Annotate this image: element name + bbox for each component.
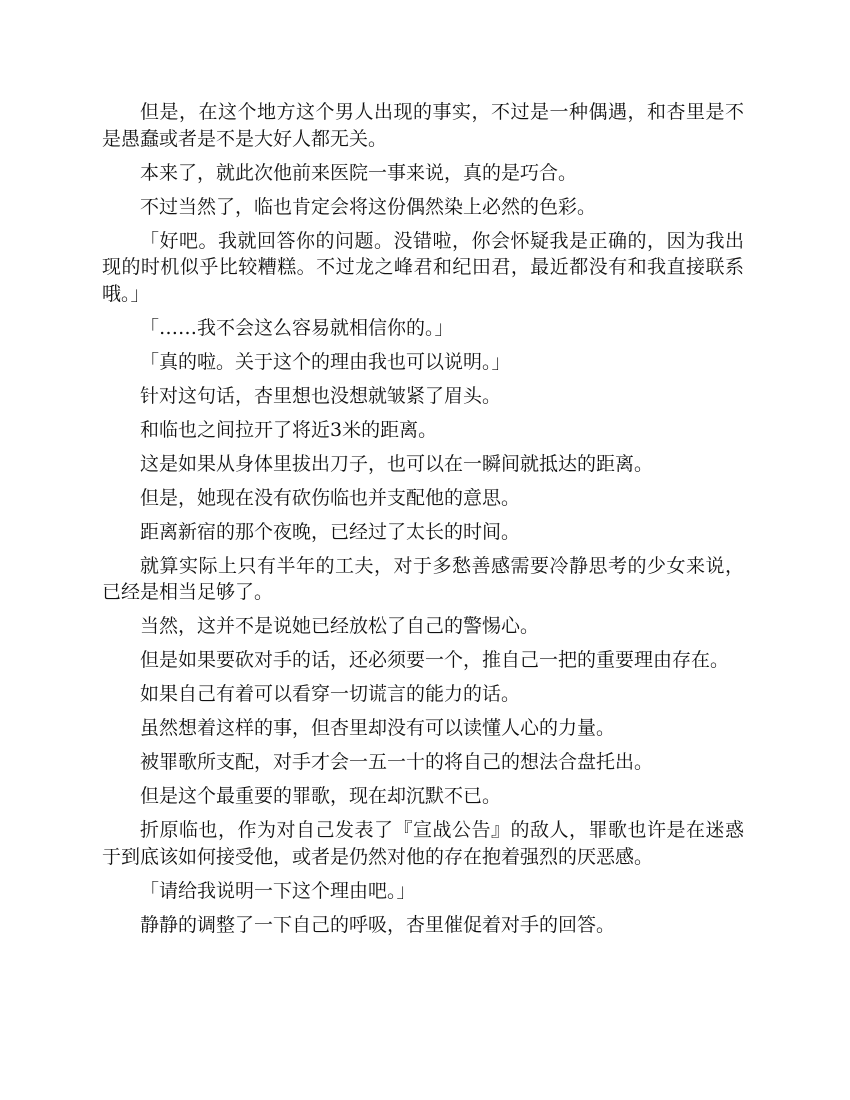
paragraph: 折原临也，作为对自己发表了『宣战公告』的敌人，罪歌也许是在迷惑于到底该如何接受他，或者是仍然对他的存在抱着强烈的厌恶感。 — [102, 819, 744, 868]
paragraph: 当然，这并不是说她已经放松了自己的警惕心。 — [140, 615, 540, 637]
paragraph: 就算实际上只有半年的工夫，对于多愁善感需要冷静思考的少女来说，已经是相当足够了。 — [102, 554, 744, 603]
paragraph: 但是这个最重要的罪歌，现在却沉默不已。 — [140, 785, 502, 807]
document-page — [102, 99, 744, 946]
paragraph: 「真的啦。关于这个的理由我也可以说明。」 — [140, 350, 511, 373]
paragraph: 本来了，就此次他前来医院一事来说，真的是巧合。 — [140, 161, 578, 184]
paragraph: 距离新宿的那个夜晚，已经过了太长的时间。 — [140, 520, 521, 543]
paragraph: 但是，她现在没有砍伤临也并支配他的意思。 — [140, 486, 521, 509]
paragraph: 但是如果要砍对手的话，还必须要一个，推自己一把的重要理由存在。 — [140, 649, 730, 671]
paragraph: 「请给我说明一下这个理由吧。」 — [140, 879, 416, 902]
paragraph: 「……我不会这么容易就相信你的。」 — [140, 316, 454, 339]
paragraph: 如果自己有着可以看穿一切谎言的能力的话。 — [140, 683, 521, 705]
paragraph: 被罪歌所支配，对手才会一五一十的将自己的想法合盘托出。 — [140, 751, 654, 773]
paragraph: 这是如果从身体里拔出刀子，也可以在一瞬间就抵达的距离。 — [140, 452, 654, 475]
paragraph: 静静的调整了一下自己的呼吸，杏里催促着对手的回答。 — [140, 913, 616, 936]
paragraph: 和临也之间拉开了将近3米的距离。 — [140, 418, 438, 441]
paragraph: 针对这句话，杏里想也没想就皱紧了眉头。 — [140, 384, 502, 407]
paragraph: 虽然想着这样的事，但杏里却没有可以读懂人心的力量。 — [140, 717, 616, 739]
paragraph: 但是，在这个地方这个男人出现的事实，不过是一种偶遇，和杏里是不是愚蠢或者是不是大好人都无关。 — [102, 101, 744, 150]
paragraph: 「好吧。我就回答你的问题。没错啦，你会怀疑我是正确的，因为我出现的时机似乎比较糟糕。不过龙之峰君和纪田君，最近都没有和我直接联系哦。」 — [102, 229, 744, 305]
paragraph: 不过当然了，临也肯定会将这份偶然染上必然的色彩。 — [140, 195, 597, 218]
